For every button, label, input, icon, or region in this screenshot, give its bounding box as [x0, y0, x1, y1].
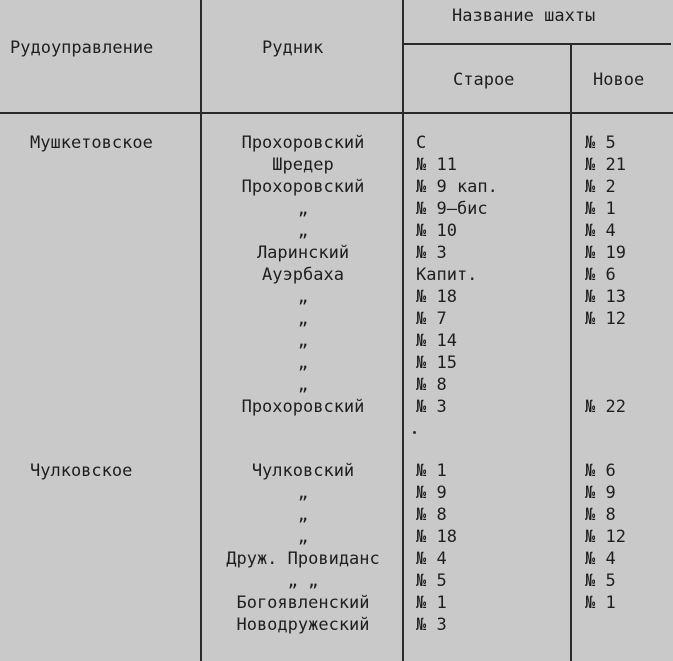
new-shaft-cell: № 2: [585, 177, 616, 197]
old-shaft-cell: № 9 кап.: [416, 177, 498, 197]
column-divider: [200, 0, 202, 661]
old-shaft-cell: № 1: [416, 593, 447, 613]
old-shaft-cell: № 9: [416, 483, 447, 503]
new-shaft-cell: № 4: [585, 221, 616, 241]
mine-cell: Прохоровский: [241, 397, 365, 417]
header-new: Новое: [593, 70, 645, 90]
old-shaft-cell: Капит.: [416, 265, 478, 285]
new-shaft-cell: № 12: [585, 309, 626, 329]
header-dept: Рудоуправление: [10, 38, 154, 58]
old-shaft-cell: № 8: [416, 375, 447, 395]
new-shaft-cell: № 1: [585, 593, 616, 613]
mine-cell: „: [297, 309, 309, 329]
mine-cell: „: [297, 287, 309, 307]
mine-cell: Шредер: [272, 155, 334, 175]
mine-cell: „: [297, 221, 309, 241]
new-shaft-cell: № 19: [585, 243, 626, 263]
old-shaft-cell: С: [416, 133, 427, 153]
mine-cell: Чулковский: [251, 461, 355, 481]
mine-cell: „: [297, 505, 309, 525]
new-shaft-cell: № 22: [585, 397, 626, 417]
column-divider: [570, 44, 572, 661]
new-shaft-cell: № 5: [585, 571, 616, 591]
dept-cell: Мушкетовское: [30, 133, 153, 153]
old-shaft-cell: № 3: [416, 397, 447, 417]
new-shaft-cell: № 4: [585, 549, 616, 569]
old-shaft-cell: № 9—бис: [416, 199, 488, 219]
old-shaft-cell: № 11: [416, 155, 457, 175]
old-shaft-cell: № 18: [416, 527, 457, 547]
mine-cell: „: [297, 483, 309, 503]
old-shaft-cell: № 14: [416, 331, 457, 351]
mine-cell: „ „: [287, 571, 319, 591]
header-divider: [403, 43, 671, 45]
new-shaft-cell: № 1: [585, 199, 616, 219]
mine-cell: „: [297, 199, 309, 219]
new-shaft-cell: № 5: [585, 133, 616, 153]
stray-mark: [413, 431, 416, 434]
old-shaft-cell: № 4: [416, 549, 447, 569]
old-shaft-cell: № 7: [416, 309, 447, 329]
old-shaft-cell: № 5: [416, 571, 447, 591]
old-shaft-cell: № 18: [416, 287, 457, 307]
mine-cell: Ауэрбаха: [262, 265, 344, 285]
old-shaft-cell: № 3: [416, 615, 447, 635]
mine-cell: „: [297, 353, 309, 373]
mine-cell: Прохоровский: [241, 177, 365, 197]
dept-cell: Чулковское: [30, 461, 133, 481]
mine-cell: Новодружеский: [236, 615, 370, 635]
mine-cell: „: [297, 331, 309, 351]
mine-cell: „: [297, 375, 309, 395]
old-shaft-cell: № 1: [416, 461, 447, 481]
old-shaft-cell: № 8: [416, 505, 447, 525]
mine-cell: Богоявленский: [236, 593, 370, 613]
old-shaft-cell: № 10: [416, 221, 457, 241]
header-mine: Рудник: [262, 38, 324, 58]
new-shaft-cell: № 6: [585, 265, 616, 285]
new-shaft-cell: № 12: [585, 527, 626, 547]
header-bottom-line: [0, 112, 673, 114]
new-shaft-cell: № 21: [585, 155, 626, 175]
new-shaft-cell: № 9: [585, 483, 616, 503]
old-shaft-cell: № 3: [416, 243, 447, 263]
mine-cell: „: [297, 527, 309, 547]
new-shaft-cell: № 13: [585, 287, 626, 307]
new-shaft-cell: № 8: [585, 505, 616, 525]
new-shaft-cell: № 6: [585, 461, 616, 481]
mine-cell: Ларинский: [256, 243, 350, 263]
mine-cell: Друж. Провиданс: [226, 549, 380, 569]
header-old: Старое: [453, 70, 515, 90]
old-shaft-cell: № 15: [416, 353, 457, 373]
mine-cell: Прохоровский: [241, 133, 365, 153]
header-shaft-name: Название шахты: [452, 6, 596, 26]
